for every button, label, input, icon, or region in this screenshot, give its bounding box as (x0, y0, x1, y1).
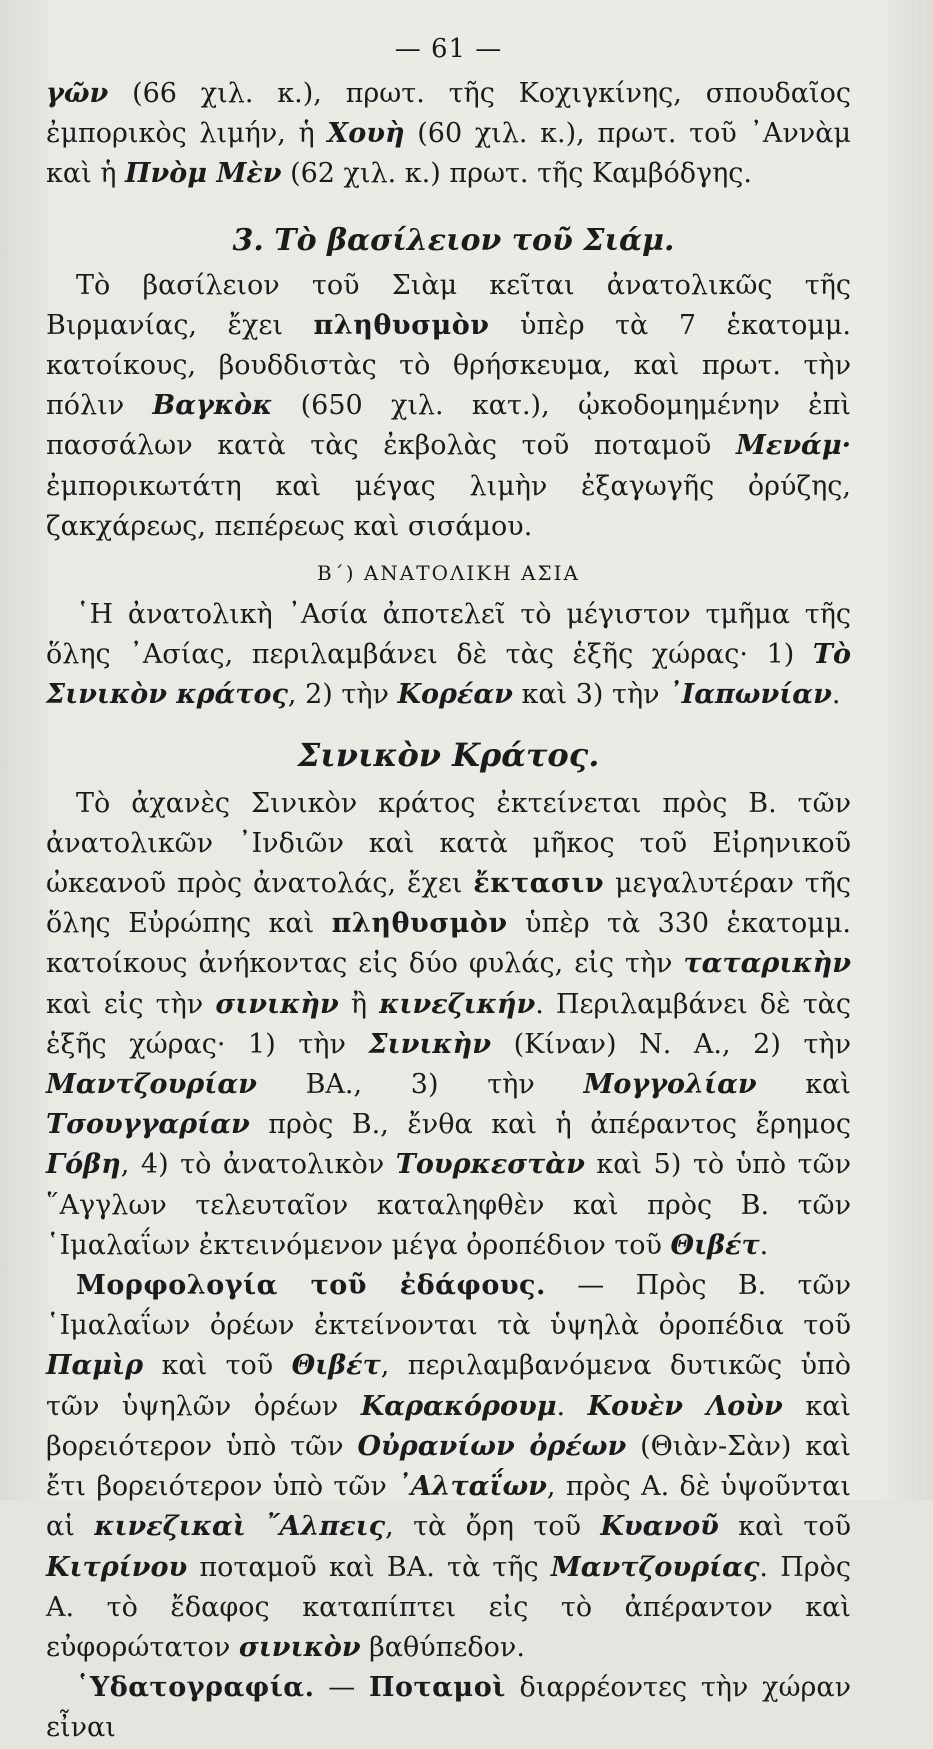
text-run: . (759, 1229, 769, 1261)
text-run: Μενάμ· (736, 430, 851, 462)
text-run: ὑπὲρ τὰ 7 ἑκατομμ. κατοίκους, βουδδιστὰς τὸ θρήσκευμα, καὶ πρωτ. τὴν πόλιν (46, 309, 852, 422)
text-run: , 4) τὸ ἀνατολικὸν (120, 1149, 396, 1181)
text-run: ἐμπορικωτάτη καὶ μέγας λιμὴν ἐξαγωγῆς ὀρύζης, ζακχάρεως, πεπέρεως καὶ σισάμου. (46, 470, 851, 542)
text-run: ᾿Ιαπωνίαν (668, 679, 832, 711)
paragraph-hydrography (46, 1668, 851, 1748)
text-run: σινικὴν (215, 988, 339, 1020)
page-number: — 61 — (394, 34, 503, 64)
text-run: καὶ 5) τὸ ὑπὸ τῶν ῞Αγγλων τελευταῖον καταληφθὲν καὶ πρὸς Β. τῶν ῾Ιμαλαΐων ἐκτεινόμενον μέγα ὀροπέδιον τοῦ (46, 1149, 851, 1261)
text-run: Πνὸμ Μὲν (125, 158, 282, 190)
text-run: μεγαλυτέραν τῆς ὅλης Εὐρώπης καὶ (46, 868, 851, 940)
text-run: διαρρέοντες τὴν χώραν εἶναι (46, 1672, 851, 1744)
text-run: πρὸς Β., ἔνθα καὶ ἡ ἀπέραντος ἔρημος (249, 1109, 851, 1141)
text-run: καὶ τοῦ (143, 1350, 292, 1382)
text-run: πληθυσμὸν (331, 908, 508, 940)
text-run: Καρακόρουμ (360, 1390, 557, 1422)
text-run: κινεζικήν (379, 988, 536, 1020)
text-run: . Περιλαμβάνει δὲ τὰς ἑξῆς χώρας· 1) τὴν (46, 988, 851, 1060)
text-run: ᾿Αλταΐων (397, 1471, 547, 1503)
text-run: (Θιὰν-Σὰν) καὶ ἔτι βορειότερον ὑπὸ τῶν (46, 1430, 851, 1503)
paragraph-cochinchina (46, 74, 851, 195)
text-run: σινικὸν (238, 1631, 361, 1663)
text-run: καὶ (756, 1069, 852, 1101)
text-run: Χουὴ (327, 118, 405, 150)
text-run: Οὐρανίων ὀρέων (357, 1430, 627, 1462)
paragraph-china (46, 784, 851, 1266)
text-run: Μαντζουρίαν (46, 1069, 257, 1101)
text-run: Μογγολίαν (583, 1069, 757, 1101)
paragraph-morphology (46, 1266, 851, 1668)
text-run: (60 χιλ. κ.), πρωτ. τοῦ ᾿Αννὰμ καὶ ἡ (46, 118, 851, 190)
text-run: γῶν (46, 78, 109, 109)
text-run: κινεζικαὶ ῎Αλπεις (94, 1511, 386, 1543)
text-run: ποταμοῦ καὶ ΒΑ. τὰ τῆς (187, 1551, 551, 1583)
text-run: ῾Η ἀνατολικὴ ᾿Ασία ἀποτελεῖ τὸ μέγιστον τμῆμα τῆς ὅλης ᾿Ασίας, περιλαμβάνει δὲ τὰς ἑξῆς χώρας· 1) (46, 599, 851, 671)
text-run: Ποταμοὶ (368, 1672, 506, 1704)
text-run: . Πρὸς Α. τὸ ἔδαφος καταπίπτει εἰς τὸ ἀπέραντον καὶ εὐφορώτατον (46, 1551, 851, 1663)
text-run: (Κίναν) Ν. Α., 2) τὴν (491, 1028, 851, 1060)
text-run: Κυανοῦ (600, 1511, 719, 1543)
text-run: ἢ (338, 988, 380, 1020)
text-run: Σινικὴν (368, 1028, 492, 1060)
text-run: (66 χιλ. κ.), πρωτ. τῆς Κοχιγκίνης, σπουδαῖος ἐμπορικὸς λιμήν, ἡ (46, 78, 851, 150)
text-run: Παμὶρ (46, 1350, 144, 1382)
text-run: καὶ 3) τὴν (512, 679, 669, 711)
text-run: . (831, 679, 841, 711)
text-run: καὶ τοῦ (718, 1511, 852, 1543)
text-run: ΒΑ., 3) τὴν (256, 1069, 584, 1101)
text-run: , πρὸς Α. δὲ ὑψοῦνται αἱ (46, 1471, 851, 1543)
text-run: Θιβέτ (291, 1350, 381, 1382)
text-run: (650 χιλ. κατ.), ᾠκοδομημένην ἐπὶ πασσάλων κατὰ τὰς ἐκβολὰς τοῦ ποταμοῦ (46, 390, 852, 462)
section-title-siam: 3. Τὸ βασίλειον τοῦ Σιάμ. (232, 222, 675, 258)
text-run: Τὸ ἀχανὲς Σινικὸν κράτος ἐκτείνεται πρὸς Β. τῶν ἀνατολικῶν ᾿Ινδιῶν καὶ κατὰ μῆκος τοῦ Εἰρηνικοῦ ὠκεανοῦ πρὸς ἀνατολάς, ἔχει (46, 787, 851, 900)
text-run: Τουρκεστὰν (395, 1149, 585, 1181)
text-run: Τὸ Σινικὸν κράτος (46, 639, 851, 711)
text-run: καὶ εἰς τὴν (46, 988, 216, 1020)
text-run: , τὰ ὄρη τοῦ (385, 1511, 601, 1543)
paragraph-east-asia (46, 595, 851, 716)
text-run: Κουὲν Λοὺν (587, 1390, 783, 1422)
text-run: (62 χιλ. κ.) πρωτ. τῆς Καμβόδγης. (281, 158, 752, 190)
paragraph-siam (46, 266, 851, 547)
text-run: ἔκτασιν (473, 868, 605, 900)
text-run: Γόβη (46, 1149, 121, 1181)
text-run: , περιλαμβανόμενα δυτικῶς ὑπὸ τῶν ὑψηλῶν ὀρέων (46, 1350, 851, 1422)
text-run: Μορφολογία τοῦ ἐδάφους. (76, 1270, 546, 1302)
text-run: βαθύπεδον. (360, 1631, 525, 1663)
text-run: . (556, 1390, 588, 1422)
text-run: Τσουγγαρίαν (46, 1109, 250, 1141)
text-run: καὶ βορειότερον ὑπὸ τῶν (46, 1390, 852, 1462)
text-run: — Πρὸς Β. τῶν ῾Ιμαλαΐων ὀρέων ἐκτείνονται τὰ ὑψηλὰ ὀροπέδια τοῦ (46, 1270, 851, 1342)
section-title-china: Σινικὸν Κράτος. (297, 735, 600, 774)
text-run: Τὸ βασίλειον τοῦ Σιὰμ κεῖται ἀνατολικῶς τῆς Βιρμανίας, ἔχει (46, 269, 851, 341)
text-run: ῾Υδατογραφία. (76, 1672, 315, 1704)
text-run: , 2) τὴν (287, 679, 398, 711)
text-run: Κιτρίνου (46, 1551, 188, 1583)
text-run: Βαγκὸκ (152, 390, 273, 422)
text-run: Θιβέτ (670, 1229, 760, 1261)
part-title-east-asia: Β΄) ΑΝΑΤΟΛΙΚΗ ΑΣΙΑ (317, 561, 580, 586)
text-run: ταταρικὴν (683, 948, 851, 980)
text-run: Μαντζουρίας (550, 1551, 760, 1583)
text-run: ὑπὲρ τὰ 330 ἑκατομμ. κατοίκους ἀνήκοντας εἰς δύο φυλάς, εἰς τὴν (46, 908, 851, 980)
text-run: — (314, 1672, 369, 1704)
text-run: πληθυσμὸν (313, 309, 490, 341)
text-run: Κορέαν (397, 679, 513, 711)
